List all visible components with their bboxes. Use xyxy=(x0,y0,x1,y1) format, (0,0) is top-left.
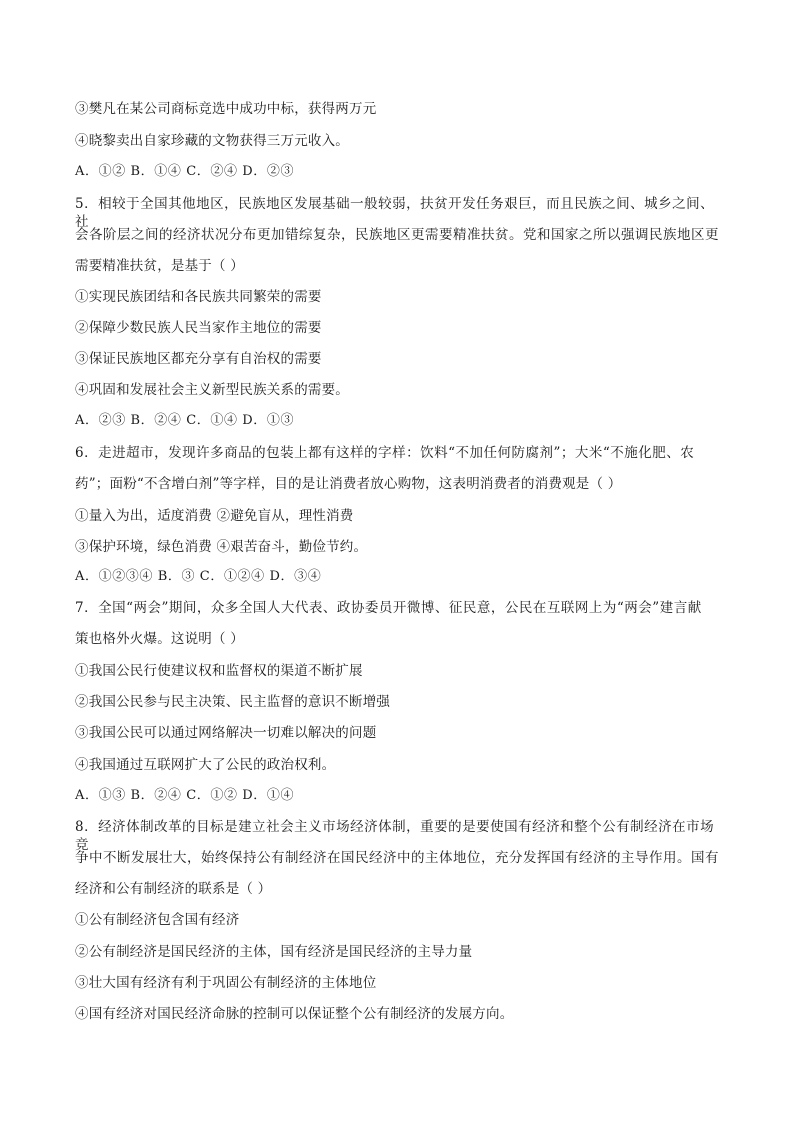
q8-stem-line-1: 8．经济体制改革的目标是建立社会主义市场经济体制，重要的是要使国有经济和整个公有制经济在市场竞 xyxy=(75,819,715,853)
q6-answer-choices: A．①②③④ B．③ C．①②④ D．③④ xyxy=(75,569,322,584)
q7-option-3: ③我国公民可以通过网络解决一切难以解决的问题 xyxy=(75,725,377,741)
q7-answer-choices: A．①③ B．②④ C．①② D．①④ xyxy=(75,788,295,803)
q5-answer-choices: A．②③ B．②④ C．①④ D．①③ xyxy=(75,413,295,428)
q7-stem-line-1: 7．全国“两会”期间，众多全国人大代表、政协委员开微博、征民意，公民在互联网上为“两会”建言献 xyxy=(75,600,702,616)
q7-option-2: ②我国公民参与民主决策、民主监督的意识不断增强 xyxy=(75,694,391,710)
q5-stem-line-2: 会各阶层之间的经济状况分布更加错综复杂，民族地区更需要精准扶贫。党和国家之所以强调民族地区更 xyxy=(75,227,719,243)
q5-option-1: ①实现民族团结和各民族共同繁荣的需要 xyxy=(75,289,322,305)
q7-option-1: ①我国公民行使建议权和监督权的渠道不断扩展 xyxy=(75,663,363,679)
q8-option-1: ①公有制经济包含国有经济 xyxy=(75,912,240,928)
q8-stem-line-3: 经济和公有制经济的联系是（ ） xyxy=(75,881,272,897)
q5-option-2: ②保障少数民族人民当家作主地位的需要 xyxy=(75,320,322,336)
q7-option-4: ④我国通过互联网扩大了公民的政治权利。 xyxy=(75,757,336,773)
q6-stem-line-2: 药”；面粉“不含增白剂”等字样，目的是让消费者放心购物，这表明消费者的消费观是（ ） xyxy=(75,476,622,492)
q8-option-3: ③壮大国有经济有利于巩固公有制经济的主体地位 xyxy=(75,975,377,991)
q8-option-4: ④国有经济对国民经济命脉的控制可以保证整个公有制经济的发展方向。 xyxy=(75,1006,514,1022)
q5-stem-line-1: 5．相较于全国其他地区，民族地区发展基础一般较弱，扶贫开发任务艰巨，而且民族之间、城乡之间、社 xyxy=(75,196,715,230)
q7-stem-line-2: 策也格外火爆。这说明（ ） xyxy=(75,631,244,647)
q4-option-4: ④晓黎卖出自家珍藏的文物获得三万元收入。 xyxy=(75,133,349,149)
q5-option-3: ③保证民族地区都充分享有自治权的需要 xyxy=(75,351,322,367)
q5-stem-line-3: 需要精准扶贫，是基于（ ） xyxy=(75,258,244,274)
q6-options-3-4: ③保护环境，绿色消费 ④艰苦奋斗，勤俭节约。 xyxy=(75,539,368,555)
q8-option-2: ②公有制经济是国民经济的主体，国有经济是国民经济的主导力量 xyxy=(75,944,473,960)
q4-answer-choices: A．①② B．①④ C．②④ D．②③ xyxy=(75,164,295,179)
q6-stem-line-1: 6．走进超市，发现许多商品的包装上都有这样的字样：饮料“不加任何防腐剂”；大米“不施化肥、农 xyxy=(75,445,695,461)
q4-option-3: ③樊凡在某公司商标竞选中成功中标，获得两万元 xyxy=(75,101,377,117)
q5-option-4: ④巩固和发展社会主义新型民族关系的需要。 xyxy=(75,382,349,398)
q8-stem-line-2: 争中不断发展壮大，始终保持公有制经济在国民经济中的主体地位，充分发挥国有经济的主导作用。国有 xyxy=(75,850,719,866)
q6-options-1-2: ①量入为出，适度消费 ②避免盲从，理性消费 xyxy=(75,508,354,524)
